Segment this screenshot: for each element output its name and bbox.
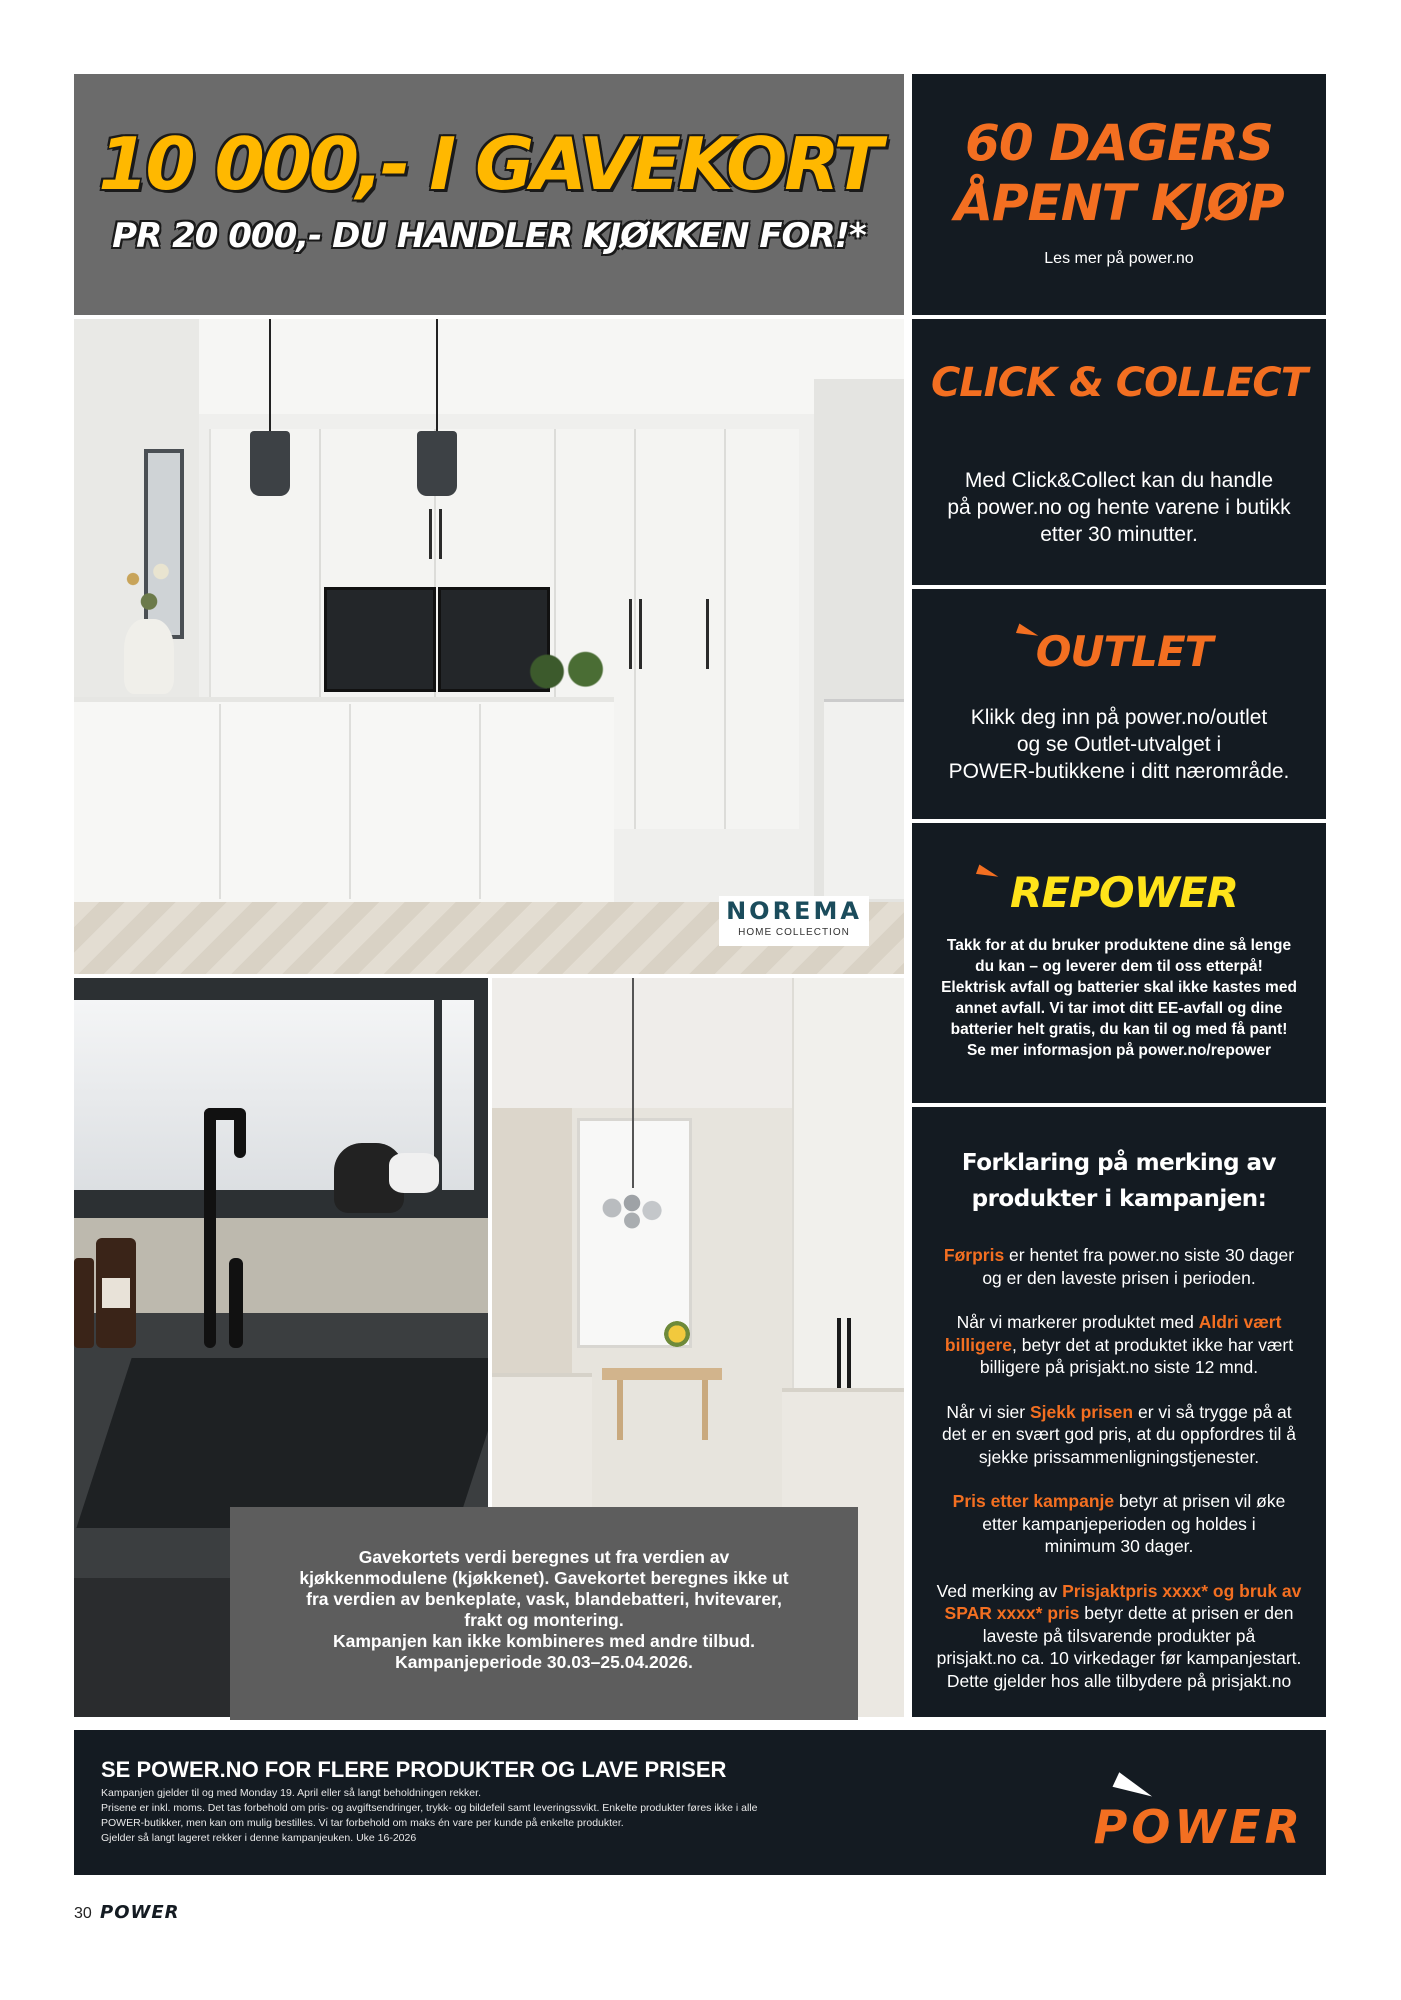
kitchen-island: [74, 697, 614, 902]
page-brand-logo: POWER: [100, 1902, 180, 1923]
repower-text: Takk for at du bruker produktene dine så lenge du kan – og leverer dem til oss etterpå! Elektrisk avfall og batterier skal ikke kastes med annet avfall. Vi tar imot ditt EE-avfall og dine batterier helt gratis, du kan til og med få pant! Se mer informasjon på power.no/repower: [941, 937, 1297, 1059]
explanation-title: Forklaring på merking av produkter i kampanjen:: [961, 1150, 1277, 1212]
panel-click-collect: [912, 319, 1326, 585]
giftcard-line: fra verdien av benkeplate, vask, blandebatteri, hvitevarer,: [306, 1589, 782, 1609]
panel-repower: [912, 823, 1326, 1103]
hero-banner: [74, 74, 904, 315]
explanation-para-aldri: Når vi markerer produktet med Aldri vært billigere, betyr det at produktet ikke har vært billigere på prisjakt.no siste 12 mnd.: [944, 1312, 1294, 1377]
explanation-para-prisjakt: Ved merking av Prisjaktpris xxxx* og bruk av SPAR xxxx* pris betyr dette at prisen er den laveste på tilsvarende produkter på prisjakt.no ca. 10 virkedager før kampanjestart. Dette gjelder hos alle tilbydere på prisjakt.no: [936, 1580, 1302, 1691]
kitchen-photo: [74, 319, 904, 974]
giftcard-line: Kampanjeperiode 30.03–25.04.2026.: [395, 1652, 693, 1672]
explanation-para-etter: Pris etter kampanje betyr at prisen vil øke etter kampanjeperioden og holdes i minimum 30 dager.: [952, 1491, 1286, 1556]
norema-logo: [719, 896, 869, 946]
explanation-body: [912, 1244, 1326, 1692]
hero-headline: 10 000,- I GAVEKORT: [98, 122, 880, 206]
giftcard-line: kjøkkenmodulene (kjøkkenet). Gavekortet beregnes ikke ut: [299, 1568, 789, 1588]
page-number: 30: [74, 1905, 92, 1922]
panel-outlet: [912, 589, 1326, 819]
outlet-text: Klikk deg inn på power.no/outlet og se Outlet-utvalget i POWER-butikkene i ditt nærområde.: [948, 706, 1290, 783]
oven-left: [324, 587, 436, 692]
norema-sub: HOME COLLECTION: [738, 927, 850, 938]
giftcard-line: Kampanjen kan ikke kombineres med andre tilbud.: [332, 1631, 756, 1651]
open-purchase-title-2: ÅPENT KJØP: [954, 174, 1284, 232]
giftcard-note: [230, 1507, 858, 1720]
footer-smallprint: Kampanjen gjelder til og med Monday 19. April eller så langt beholdningen rekker. Prisene er inkl. moms. Det tas forbehold om pris- og avgiftsendringer, trykk- og bildefeil samt leveringssvikt. Enkelte produkter føres ikke i alle POWER-butikker, men kan om mulig bestilles. Vi tar forbehold om maks én vare per kunde på enkelte produkter. Gjelder så langt lageret rekker i denne kampanjeuken. Uke 16-2026: [101, 1787, 758, 1844]
explanation-para-sjekk: Når vi sier Sjekk prisen er vi så trygge på at det er en svært god pris, at du oppfordres til å sjekke prissammenligningstjenester.: [941, 1401, 1297, 1467]
faucet: [204, 1108, 216, 1348]
giftcard-line: frakt og montering.: [464, 1610, 624, 1630]
vase: [124, 619, 174, 694]
sink-basin: [76, 1358, 488, 1528]
hero-subline: PR 20 000,- DU HANDLER KJØKKEN FOR!*: [112, 216, 866, 256]
footer-banner: [74, 1730, 1326, 1875]
norema-name: NOREMA: [726, 897, 862, 925]
dining-window: [577, 1118, 692, 1348]
panel-explanation: [912, 1107, 1326, 1717]
click-collect-title: CLICK & COLLECT: [930, 360, 1308, 406]
panel-open-purchase: [912, 74, 1326, 315]
giftcard-line: Gavekortets verdi beregnes ut fra verdien av: [358, 1547, 730, 1567]
click-collect-text: Med Click&Collect kan du handle på power.no og hente varene i butikk etter 30 minutter.: [947, 469, 1291, 546]
explanation-para-forpris: Førpris er hentet fra power.no siste 30 dager og er den laveste prisen i perioden.: [943, 1245, 1295, 1288]
pendant-lamp-left: [250, 431, 290, 496]
footer-title: SE POWER.NO FOR FLERE PRODUKTER OG LAVE PRISER: [101, 1757, 727, 1782]
repower-title: REPOWER: [1010, 868, 1238, 917]
dining-table: [602, 1368, 722, 1380]
chandelier: [592, 1183, 672, 1233]
pendant-lamp-right: [417, 431, 457, 496]
open-purchase-link[interactable]: Les mer på power.no: [1044, 250, 1194, 267]
outlet-title: OUTLET: [1035, 627, 1213, 676]
footer-power-logo: POWER: [1093, 1800, 1304, 1854]
open-purchase-title-1: 60 DAGERS: [965, 114, 1273, 172]
power-logo-swoosh-icon: [1112, 1772, 1155, 1803]
